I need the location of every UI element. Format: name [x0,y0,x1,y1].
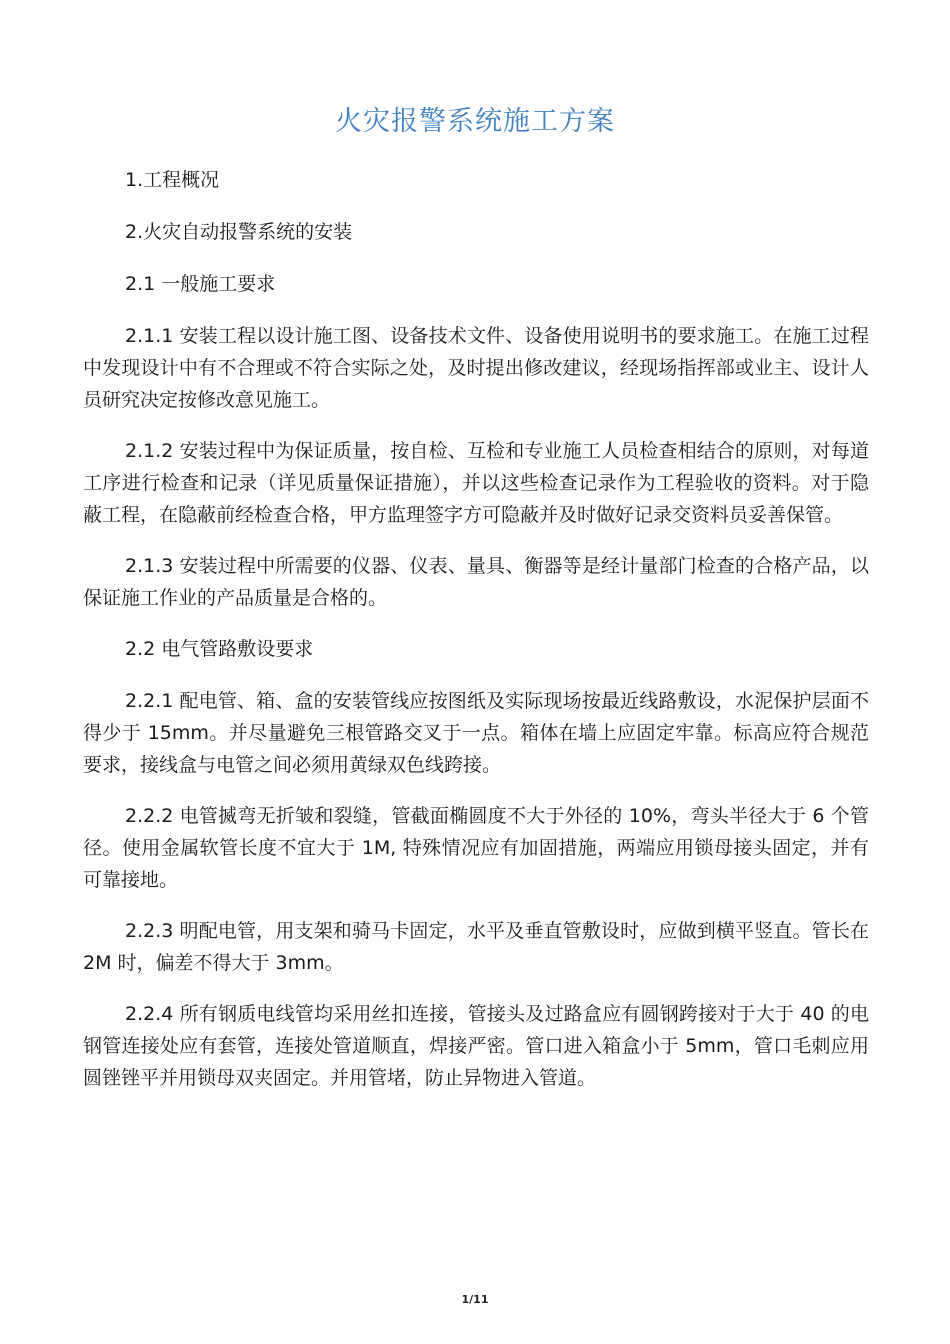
paragraph-2-2-4: 2.2.4 所有钢质电线管均采用丝扣连接，管接头及过路盒应有圆钢跨接对于大于 40 的电钢管连接处应有套管，连接处管道顺直，焊接严密。管口进入箱盒小于 5mm，管口毛刺应用圆锉锉平并用锁母双夹固定。并用管堵，防止异物进入管道。 [83,1003,869,1089]
paragraph-2-1-3: 2.1.3 安装过程中所需要的仪器、仪表、量具、衡器等是经计量部门检查的合格产品，以保证施工作业的产品质量是合格的。 [83,555,869,609]
document-body [83,164,869,1113]
page-number: 1/11 [461,1293,489,1306]
section-heading-2: 2.火灾自动报警系统的安装 [125,221,353,243]
paragraph-2-2-1: 2.2.1 配电管、箱、盒的安装管线应按图纸及实际现场按最近线路敷设，水泥保护层面不得少于 15mm。并尽量避免三根管路交叉于一点。箱体在墙上应固定牢靠。标高应符合规范要求，接线盒与电管之间必须用黄绿双色线跨接。 [83,690,869,776]
paragraph-2-2-3: 2.2.3 明配电管，用支架和骑马卡固定，水平及垂直管敷设时，应做到横平竖直。管长在 2M 时，偏差不得大于 3mm。 [83,920,869,974]
paragraph-2-1-2: 2.1.2 安装过程中为保证质量，按自检、互检和专业施工人员检查相结合的原则，对每道工序进行检查和记录（详见质量保证措施），并以这些检查记录作为工程验收的资料。对于隐蔽工程，在隐蔽前经检查合格，甲方监理签字方可隐蔽并及时做好记录交资料员妥善保管。 [83,440,869,526]
section-heading-2-2: 2.2 电气管路敷设要求 [125,638,314,660]
document-title: 火灾报警系统施工方案 [335,106,615,137]
paragraph-2-2-2: 2.2.2 电管揻弯无折皱和裂缝，管截面椭圆度不大于外径的 10%，弯头半径大于 6 个管径。使用金属软管长度不宜大于 1M, 特殊情况应有加固措施，两端应用锁母接头固定，并有可靠接地。 [83,805,869,891]
section-heading-1: 1.工程概况 [125,169,220,191]
paragraph-2-1-1: 2.1.1 安装工程以设计施工图、设备技术文件、设备使用说明书的要求施工。在施工过程中发现设计中有不合理或不符合实际之处，及时提出修改建议，经现场指挥部或业主、设计人员研究决定按修改意见施工。 [83,325,869,411]
section-heading-2-1: 2.1 一般施工要求 [125,273,276,295]
